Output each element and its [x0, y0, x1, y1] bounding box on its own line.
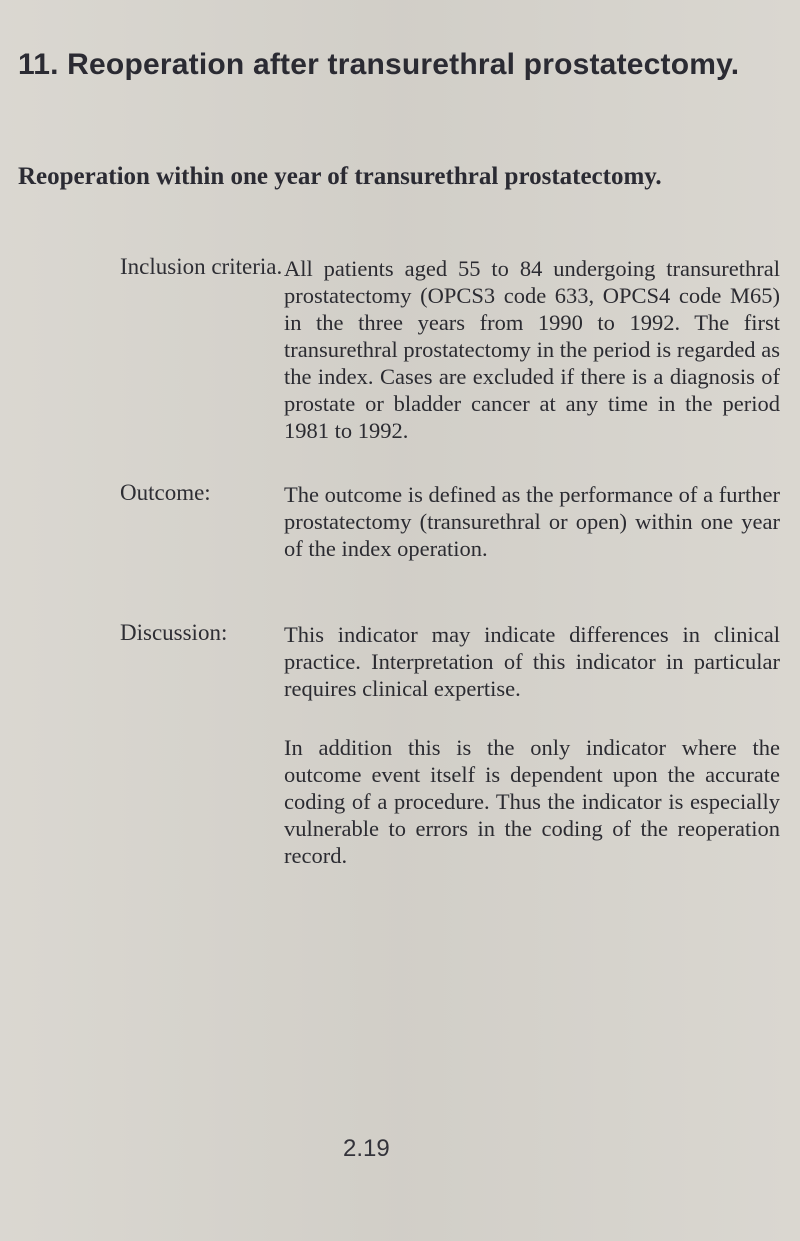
inclusion-criteria-label: Inclusion criteria.: [120, 254, 283, 279]
discussion-label: Discussion:: [120, 620, 228, 645]
page-title: 11. Reoperation after transurethral prostatectomy.: [18, 48, 740, 81]
outcome-label: Outcome:: [120, 480, 211, 505]
page-number: 2.19: [343, 1135, 390, 1162]
outcome-text: The outcome is defined as the performance of a further prostatectomy (transurethral or open) within one year of the index operation.: [284, 482, 780, 561]
discussion-text-1: This indicator may indicate differences in clinical practice. Interpretation of this indicator in particular requires clinical expertise.: [284, 622, 780, 701]
discussion-text-2: In addition this is the only indicator where the outcome event itself is dependent upon the accurate coding of a procedure. Thus the indicator is especially vulnerable to errors in the coding of the reoperation record.: [284, 735, 780, 868]
indicator-subtitle: Reoperation within one year of transurethral prostatectomy.: [18, 163, 662, 190]
inclusion-criteria-text: All patients aged 55 to 84 undergoing transurethral prostatectomy (OPCS3 code 633, OPCS4 code M65) in the three years from 1990 to 1992. The first transurethral prostatectomy in the period is regarded as the index. Cases are excluded if there is a diagnosis of prostate or bladder cancer at any time in the period 1981 to 1992.: [284, 256, 780, 443]
